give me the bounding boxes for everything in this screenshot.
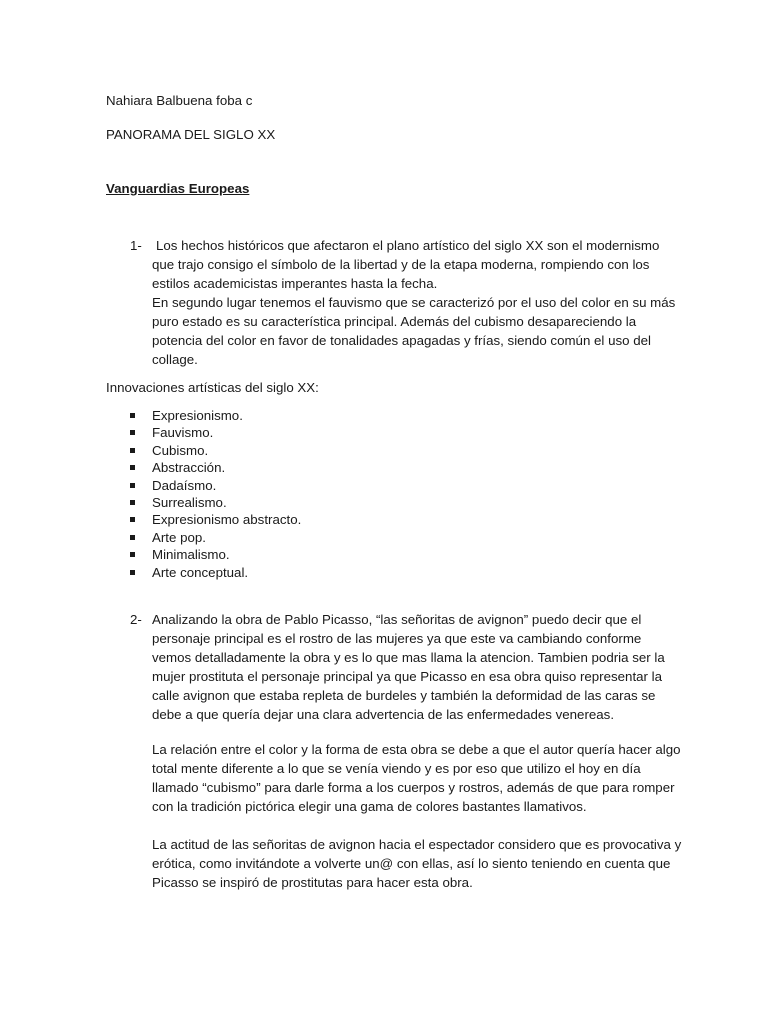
square-bullet-icon xyxy=(130,465,135,470)
square-bullet-icon xyxy=(130,430,135,435)
item-number-2: 2- xyxy=(130,612,142,627)
section-title: Vanguardias Europeas xyxy=(106,181,250,196)
square-bullet-icon xyxy=(130,413,135,418)
document-page: Nahiara Balbuena foba c PANORAMA DEL SIGLO XX Vanguardias Europeas 1- Los hechos históricos que afectaron el plano artístico del siglo XX son el modernismo que trajo consigo el símbolo de la libertad y de la etapa moderna, rompiendo con los estilos academicistas imperantes hasta la fecha. En segundo lugar tenemos el fauvismo que se caracterizó por el uso del color en su más puro estado es su característica principal. Además del cubismo desapareciendo la potencia del color en favor de tonalidades apagadas y frías, siendo común el uso del collage. Innovaciones artísticas del siglo XX: Expresionismo. Fauvismo. Cubismo. Abstracción. Dadaísmo. Surrealismo. Expresionismo abstracto. Arte pop. Minimalismo. Arte conceptual. 2- Analizando la obra de Pablo Picasso, “las señoritas de avignon” puedo decir que el personaje principal es el rostro de las mujeres ya que este va cambiando conforme vemos detalladamente la obra y es lo que mas llama la atencion. Tambien podria ser la mujer prostituta el personaje principal ya que Picasso en esa obra quiso representar la calle avignon que estaba repleta de burdeles y también la deformidad de las caras se debe a que quería dejar una clara advertencia de las enfermedades venereas. La relación entre el color y la forma de esta obra se debe a que el autor quería hacer algo total mente diferente a lo que se venía viendo y es por eso que utilizo el hoy en día llamado “cubismo” para darle forma a los cuerpos y rostros, además de que para romper con la tradición pictórica elegir una gama de colores bastantes llamativos. La actitud de las señoritas de avignon hacia el espectador considero que es provocativa y erótica, como invitándote a volverte un@ con ellas, así lo siento teniendo en cuenta que Picasso se inspiró de prostitutas para hacer esta obra. xyxy=(106,93,682,890)
item2-paragraph-2: La relación entre el color y la forma de esta obra se debe a que el autor quería hacer algo total mente diferente a lo que se venía viendo y es por eso que utilizo el hoy en día llamado “cubismo” para darle forma a los cuerpos y rostros, además de que para romper con la tradición pictórica elegir una gama de colores bastantes llamativos. xyxy=(152,742,681,814)
square-bullet-icon xyxy=(130,535,135,540)
square-bullet-icon xyxy=(130,483,135,488)
course-title: PANORAMA DEL SIGLO XX xyxy=(106,127,276,142)
item2-paragraph-1: Analizando la obra de Pablo Picasso, “las señoritas de avignon” puedo decir que el personaje principal es el rostro de las mujeres ya que este va cambiando conforme vemos detalladamente la obra y es lo que mas llama la atencion. Tambien podria ser la mujer prostituta el personaje principal ya que Picasso en esa obra quiso representar la calle avignon que estaba repleta de burdeles y también la deformidad de las caras se debe a que quería dejar una clara advertencia de las enfermedades venereas. xyxy=(152,612,665,722)
square-bullet-icon xyxy=(130,448,135,453)
square-bullet-icon xyxy=(130,570,135,575)
author-line: Nahiara Balbuena foba c xyxy=(106,93,253,108)
innovations-heading: Innovaciones artísticas del siglo XX: xyxy=(106,380,319,395)
item-number-1: 1- xyxy=(130,238,142,253)
item1-paragraph-1: Los hechos históricos que afectaron el plano artístico del siglo XX son el modernismo que trajo consigo el símbolo de la libertad y de la etapa moderna, rompiendo con los estilos academicistas imperantes hasta la fecha. xyxy=(152,238,660,291)
item1-paragraph-2: En segundo lugar tenemos el fauvismo que se caracterizó por el uso del color en su más puro estado es su característica principal. Además del cubismo desapareciendo la potencia del color en favor de tonalidades apagadas y frías, siendo común el uso del collage. xyxy=(152,295,676,367)
square-bullet-icon xyxy=(130,552,135,557)
square-bullet-icon xyxy=(130,517,135,522)
square-bullet-icon xyxy=(130,500,135,505)
item2-paragraph-3: La actitud de las señoritas de avignon hacia el espectador considero que es provocativa y erótica, como invitándote a volverte un@ con ellas, así lo siento teniendo en cuenta que Picasso se inspiró de prostitutas para hacer esta obra. xyxy=(152,837,682,890)
